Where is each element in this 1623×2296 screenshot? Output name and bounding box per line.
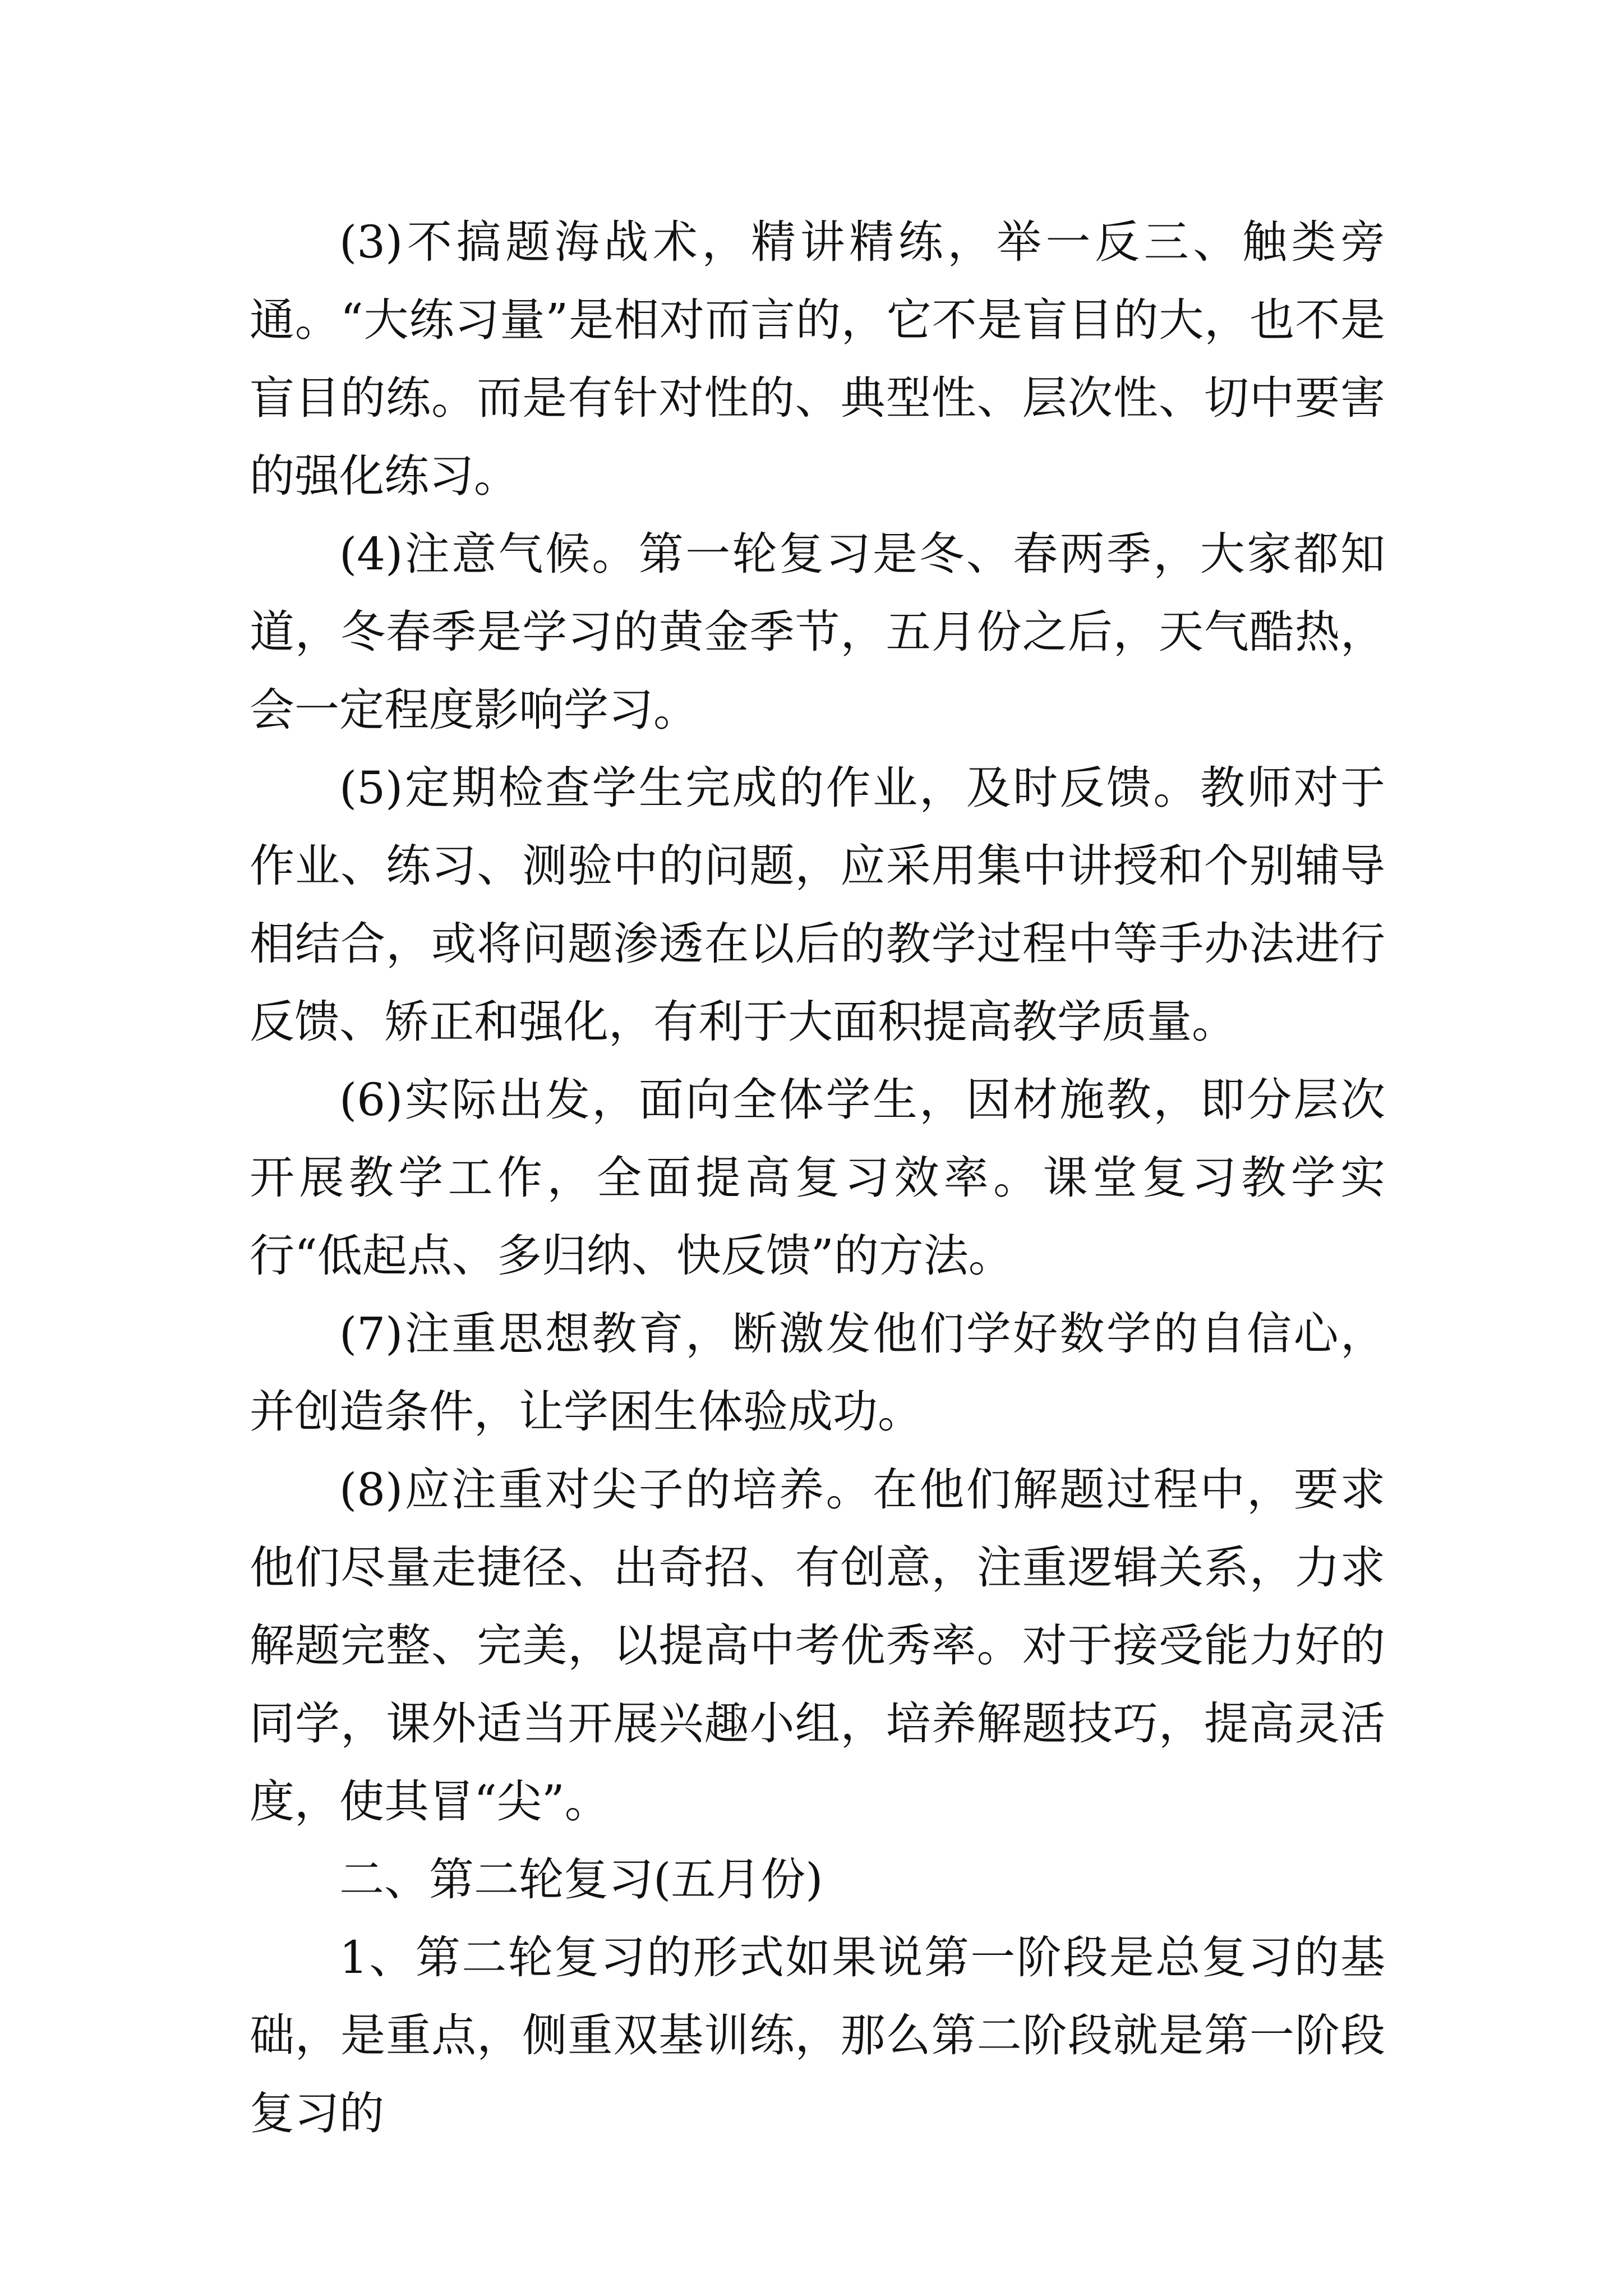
paragraph-6: (6)实际出发，面向全体学生，因材施教，即分层次开展教学工作，全面提高复习效率。课堂复习教学实行“低起点、多归纳、快反馈”的方法。: [250, 1074, 1385, 1282]
paragraph-5: (5)定期检查学生完成的作业，及时反馈。教师对于作业、练习、测验中的问题，应采用集中讲授和个别辅导相结合，或将问题渗透在以后的教学过程中等手办法进行反馈、矫正和强化，有利于大面积提高教学质量。: [250, 762, 1385, 1048]
section-heading-second-review: 二、第二轮复习(五月份): [339, 1853, 823, 1906]
paragraph-8: (8)应注重对尖子的培养。在他们解题过程中，要求他们尽量走捷径、出奇招、有创意，注重逻辑关系，力求解题完整、完美，以提高中考优秀率。对于接受能力好的同学，课外适当开展兴趣小组，培养解题技巧，提高灵活度，使其冒“尖”。: [250, 1464, 1385, 1828]
paragraph-7: (7)注重思想教育，断激发他们学好数学的自信心，并创造条件，让学困生体验成功。: [250, 1308, 1385, 1438]
paragraph-second-review-1: 1、第二轮复习的形式如果说第一阶段是总复习的基础，是重点，侧重双基训练，那么第二阶段就是第一阶段复习的: [250, 1931, 1385, 2139]
paragraph-3: (3)不搞题海战术，精讲精练，举一反三、触类旁通。“大练习量”是相对而言的，它不是盲目的大，也不是盲目的练。而是有针对性的、典型性、层次性、切中要害的强化练习。: [250, 216, 1385, 502]
document-body: [250, 203, 1385, 2152]
paragraph-4: (4)注意气候。第一轮复习是冬、春两季，大家都知道，冬春季是学习的黄金季节，五月份之后，天气酷热，会一定程度影响学习。: [250, 528, 1385, 736]
